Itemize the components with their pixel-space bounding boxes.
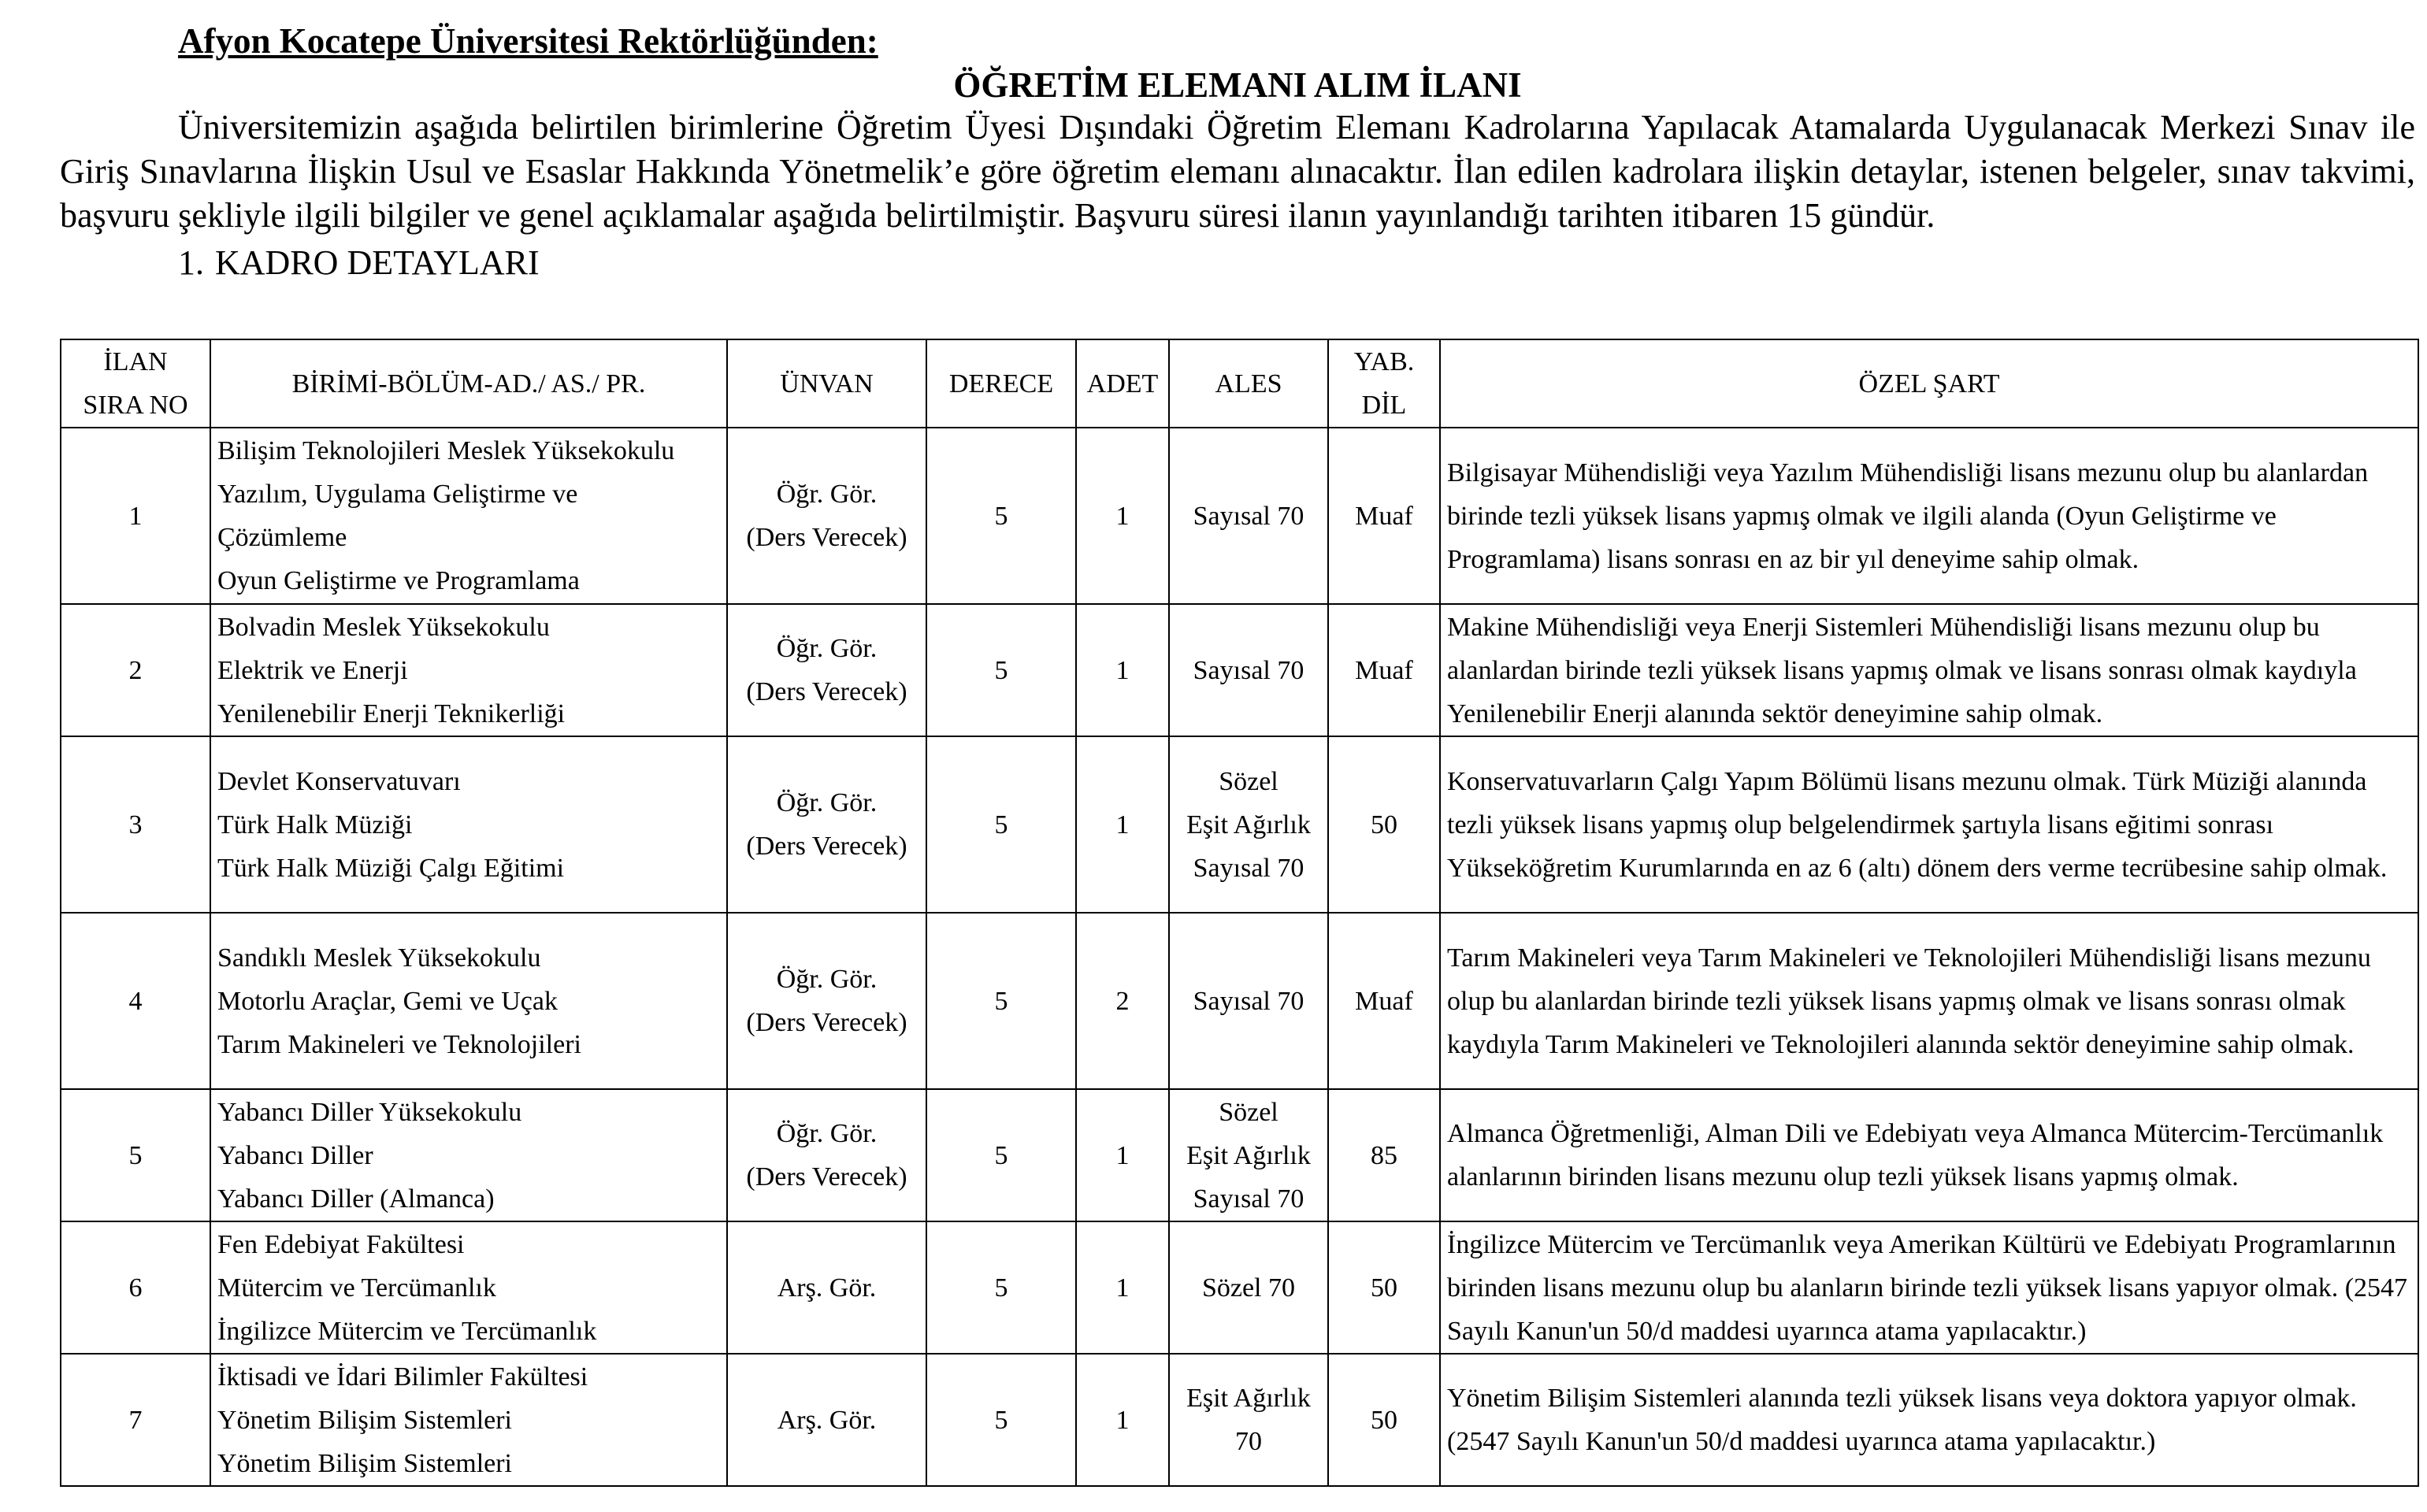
kadro-table (60, 339, 2419, 1487)
header-ilan-sira-no: İLAN SIRA NO (61, 339, 210, 428)
cell-birim: Sandıklı Meslek Yüksekokulu Motorlu Araçlar, Gemi ve Uçak Tarım Makineleri ve Teknolojileri (210, 913, 727, 1089)
cell-yabanci-dil: Muaf (1328, 604, 1440, 736)
cell-adet: 2 (1076, 913, 1169, 1089)
cell-unvan: Öğr. Gör. (Ders Verecek) (727, 428, 926, 604)
cell-birim: Devlet Konservatuvarı Türk Halk Müziği Türk Halk Müziği Çalgı Eğitimi (210, 736, 727, 913)
cell-ozel-sart: Konservatuvarların Çalgı Yapım Bölümü lisans mezunu olmak. Türk Müziği alanında tezli yüksek lisans yapmış olup belgelendirmek şartıyla lisans eğitimi sonrası Yükseköğretim Kurumlarında en az 6 (altı) dönem ders verme tecrübesine sahip olmak. (1440, 736, 2418, 913)
table-row (61, 913, 2418, 1089)
cell-yabanci-dil: Muaf (1328, 913, 1440, 1089)
header-derece: DERECE (926, 339, 1076, 428)
cell-derece: 5 (926, 736, 1076, 913)
cell-sira-no: 6 (61, 1221, 210, 1354)
cell-ozel-sart: Tarım Makineleri veya Tarım Makineleri ve Teknolojileri Mühendisliği lisans mezunu olup bu alanlardan birinde tezli yüksek lisans yapmış olmak ve lisans sonrası olmak kaydıyla Tarım Makineleri ve Teknolojileri alanında sektör deneyimine sahip olmak. (1440, 913, 2418, 1089)
cell-sira-no: 7 (61, 1354, 210, 1486)
cell-yabanci-dil: 50 (1328, 736, 1440, 913)
header-ales: ALES (1169, 339, 1328, 428)
header-ozel-sart: ÖZEL ŞART (1440, 339, 2418, 428)
cell-ozel-sart: Almanca Öğretmenliği, Alman Dili ve Edebiyatı veya Almanca Mütercim-Tercümanlık alanlarının birinden lisans mezunu olup tezli yüksek lisans yapmış olmak. (1440, 1089, 2418, 1221)
cell-ales: Sayısal 70 (1169, 428, 1328, 604)
cell-ozel-sart: Bilgisayar Mühendisliği veya Yazılım Mühendisliği lisans mezunu olup bu alanlardan birinde tezli yüksek lisans yapmış olmak ve ilgili alanda (Oyun Geliştirme ve Programlama) lisans sonrası en az bir yıl deneyime sahip olmak. (1440, 428, 2418, 604)
cell-adet: 1 (1076, 1221, 1169, 1354)
cell-sira-no: 1 (61, 428, 210, 604)
cell-ales: Sözel Eşit Ağırlık Sayısal 70 (1169, 1089, 1328, 1221)
cell-adet: 1 (1076, 1089, 1169, 1221)
cell-sira-no: 4 (61, 913, 210, 1089)
cell-adet: 1 (1076, 1354, 1169, 1486)
cell-ales: Sözel Eşit Ağırlık Sayısal 70 (1169, 736, 1328, 913)
cell-derece: 5 (926, 604, 1076, 736)
cell-birim: Bolvadin Meslek Yüksekokulu Elektrik ve Enerji Yenilenebilir Enerji Teknikerliği (210, 604, 727, 736)
cell-ales: Sayısal 70 (1169, 604, 1328, 736)
table-row (61, 1221, 2418, 1354)
header-adet: ADET (1076, 339, 1169, 428)
cell-sira-no: 3 (61, 736, 210, 913)
cell-yabanci-dil: 50 (1328, 1354, 1440, 1486)
cell-birim: İktisadi ve İdari Bilimler Fakültesi Yönetim Bilişim Sistemleri Yönetim Bilişim Sistemleri (210, 1354, 727, 1486)
header-birim: BİRİMİ-BÖLÜM-AD./ AS./ PR. (210, 339, 727, 428)
cell-derece: 5 (926, 913, 1076, 1089)
section-title: KADRO DETAYLARI (215, 243, 540, 282)
cell-yabanci-dil: Muaf (1328, 428, 1440, 604)
cell-birim: Bilişim Teknolojileri Meslek Yüksekokulu Yazılım, Uygulama Geliştirme ve Çözümleme Oyun Geliştirme ve Programlama (210, 428, 727, 604)
announcement-title: ÖĞRETİM ELEMANI ALIM İLANI (953, 65, 1522, 105)
cell-ozel-sart: Makine Mühendisliği veya Enerji Sistemleri Mühendisliği lisans mezunu olup bu alanlardan birinde tezli yüksek lisans yapmış olmak ve lisans sonrası olmak kaydıyla Yenilenebilir Enerji alanında sektör deneyimine sahip olmak. (1440, 604, 2418, 736)
cell-sira-no: 2 (61, 604, 210, 736)
cell-birim: Yabancı Diller Yüksekokulu Yabancı Diller Yabancı Diller (Almanca) (210, 1089, 727, 1221)
cell-adet: 1 (1076, 604, 1169, 736)
cell-yabanci-dil: 50 (1328, 1221, 1440, 1354)
cell-ales: Eşit Ağırlık 70 (1169, 1354, 1328, 1486)
intro-paragraph: Üniversitemizin aşağıda belirtilen birimlerine Öğretim Üyesi Dışındaki Öğretim Elemanı Kadrolarına Yapılacak Atamalarda Uygulanacak Merkezi Sınav ile Giriş Sınavlarına İlişkin Usul ve Esaslar Hakkında Yönetmelik’e göre öğretim elemanı alınacaktır. İlan edilen kadrolara ilişkin detaylar, istenen belgeler, sınav takvimi, başvuru şekliyle ilgili bilgiler ve genel açıklamalar aşağıda belirtilmiştir. Başvuru süresi ilanın yayınlandığı tarihten itibaren 15 gündür. (60, 108, 2415, 235)
cell-unvan: Öğr. Gör. (Ders Verecek) (727, 604, 926, 736)
cell-birim: Fen Edebiyat Fakültesi Mütercim ve Tercümanlık İngilizce Mütercim ve Tercümanlık (210, 1221, 727, 1354)
section-heading (178, 241, 2415, 285)
cell-derece: 5 (926, 1354, 1076, 1486)
cell-unvan: Arş. Gör. (727, 1354, 926, 1486)
cell-sira-no: 5 (61, 1089, 210, 1221)
cell-yabanci-dil: 85 (1328, 1089, 1440, 1221)
cell-unvan: Öğr. Gör. (Ders Verecek) (727, 1089, 926, 1221)
table-row (61, 736, 2418, 913)
table-row (61, 604, 2418, 736)
cell-ozel-sart: İngilizce Mütercim ve Tercümanlık veya Amerikan Kültürü ve Edebiyatı Programlarının birinden lisans mezunu olup bu alanların birinde tezli yüksek lisans yapıyor olmak. (2547 Sayılı Kanun'un 50/d maddesi uyarınca atama yapılacaktır.) (1440, 1221, 2418, 1354)
header-yabanci-dil: YAB. DİL (1328, 339, 1440, 428)
cell-unvan: Öğr. Gör. (Ders Verecek) (727, 913, 926, 1089)
cell-derece: 5 (926, 1089, 1076, 1221)
table-row (61, 428, 2418, 604)
header-unvan: ÜNVAN (727, 339, 926, 428)
table-header-row (61, 339, 2418, 428)
cell-unvan: Arş. Gör. (727, 1221, 926, 1354)
cell-derece: 5 (926, 1221, 1076, 1354)
document-page (60, 17, 2415, 285)
cell-unvan: Öğr. Gör. (Ders Verecek) (727, 736, 926, 913)
cell-adet: 1 (1076, 736, 1169, 913)
cell-ales: Sözel 70 (1169, 1221, 1328, 1354)
cell-derece: 5 (926, 428, 1076, 604)
section-number: 1. (178, 243, 204, 282)
cell-ales: Sayısal 70 (1169, 913, 1328, 1089)
cell-ozel-sart: Yönetim Bilişim Sistemleri alanında tezli yüksek lisans veya doktora yapıyor olmak. (2547 Sayılı Kanun'un 50/d maddesi uyarınca atama yapılacaktır.) (1440, 1354, 2418, 1486)
cell-adet: 1 (1076, 428, 1169, 604)
table-row (61, 1354, 2418, 1486)
institution-heading: Afyon Kocatepe Üniversitesi Rektörlüğünden: (178, 21, 878, 61)
table-row (61, 1089, 2418, 1221)
